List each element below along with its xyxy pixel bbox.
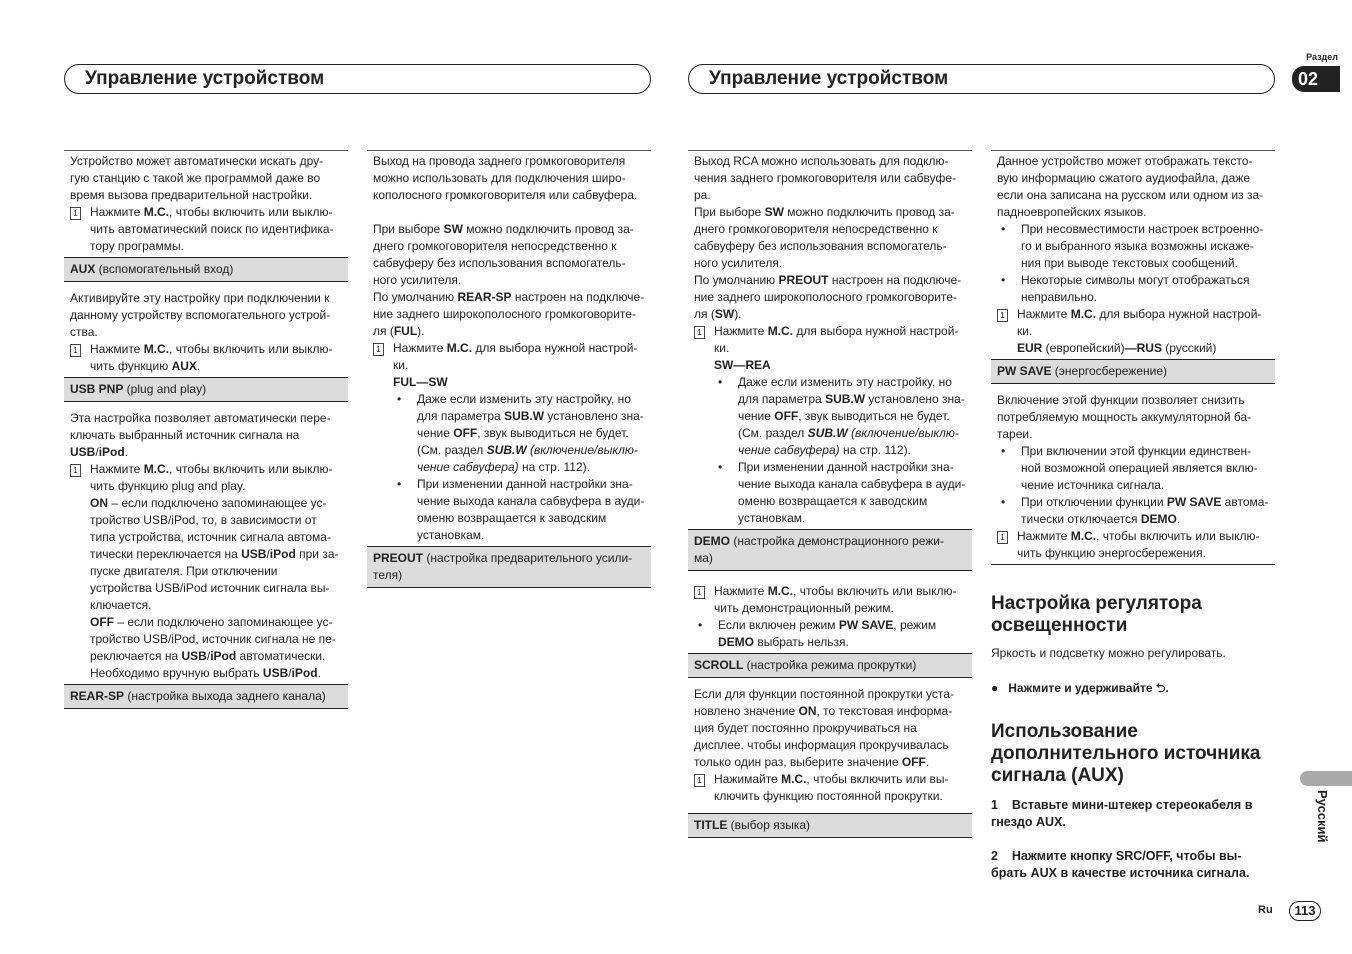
bullet-item: • Если включен режим PW SAVE, режим DEMO выбрать нельзя. — [698, 618, 937, 649]
rear-default-text: По умолчанию REAR-SP настроен на подключе- ние заднего широкополосного громкоговорите- ля (FUL). — [373, 290, 645, 338]
scroll-text: Если для функции постоянной прокрутки уста- новлено значение ON, то текстовая информа- ция будет постоянно прокручиваться на дисплее. чтобы информация прокручивалась только один раз, выберите значение OFF. — [694, 687, 954, 769]
step-item: 1 Нажмите M.C. для выбора нужной настрой- ки. — [997, 306, 1269, 340]
step-number-icon: 1 — [694, 774, 705, 787]
on-option: ON – если подключено запоминающее ус- тройство USB/iPod, то, в зависимости от типа устройства, источник сигнала автома- тически переключается на USB/iPod при за- пуске двигателя. При отключении устройства USB/iPod источник сигнала вы- ключается. — [90, 496, 339, 612]
preout-intro: Выход RCA можно использовать для подклю- чения заднего громкоговорителя или сабвуфе- ра. — [694, 154, 957, 202]
bullet-item: • При отключении функции PW SAVE автома- тически отключается DEMO. — [1001, 495, 1269, 526]
page-number: 113 — [1289, 901, 1321, 921]
aux-step-1: 1 Вставьте мини-штекер стереокабеля в гнездо AUX. — [991, 798, 1253, 829]
demo-heading: DEMO (настройка демонстрационного режи- ма) — [688, 529, 972, 571]
step-number-icon: 1 — [373, 343, 384, 356]
rear-sp-heading: REAR-SP (настройка выхода заднего канала) — [64, 684, 348, 709]
preout-default-text: По умолчанию PREOUT настроен на подключе- ние заднего широкополосного громкоговорите- ля (SW). — [694, 273, 962, 321]
dimmer-text: Яркость и подсветку можно регулировать. — [991, 646, 1226, 660]
bullet-item: • При изменении данной настройки зна- чение выхода канала сабвуфера в ауди- оменю возвращается к заводским установкам. — [718, 460, 966, 525]
right-page-title: Управление устройством — [709, 68, 949, 89]
dimmer-section-title: Настройка регулятора освещенности — [991, 593, 1202, 636]
step-item: 1 Нажмите M.C. для выбора нужной настрой- ки. — [694, 323, 966, 357]
column-1 — [64, 150, 348, 709]
bullet-item: • При включении этой функции единствен- ной возможной операцией является вклю- чение источника сигнала. — [1001, 444, 1258, 492]
aux-heading: AUX (вспомогательный вход) — [64, 257, 348, 282]
bullet-item: • При изменении данной настройки зна- чение выхода канала сабвуфера в ауди- оменю возвращается к заводским установкам. — [397, 477, 645, 542]
column-3 — [688, 150, 972, 838]
language-code: Ru — [1258, 904, 1273, 916]
step-item: 1 Нажмите M.C. для выбора нужной настрой- ки. — [373, 340, 645, 374]
preout-sw-text: При выборе SW можно подключить провод за- днего громкоговорителя непосредственно к сабвуферу без использования вспомогатель- ного усилителя. — [694, 205, 955, 270]
step-number-icon: 1 — [997, 531, 1008, 544]
section-number-badge: 02 — [1292, 66, 1340, 92]
step-number-icon: 1 — [70, 464, 81, 477]
pw-save-heading: PW SAVE (энергосбережение) — [991, 359, 1275, 384]
option-list: FUL—SW — [393, 375, 448, 389]
bullet-item: • Некоторые символы могут отображаться неправильно. — [1001, 273, 1250, 304]
bullet-item: • Даже если изменить эту настройку, но для параметра SUB.W установлено зна- чение OFF, звук выводиться не будет. (См. раздел SUB.W (включение/выклю- чение сабвуфера) на стр. 112). — [718, 375, 965, 457]
step-item: 1 Нажимайте M.C., чтобы включить или вы- ключить функцию постоянной прокрутки. — [694, 771, 966, 805]
rear-sw-text: При выборе SW можно подключить провод за- днего громкоговорителя непосредственно к сабвуферу без использования вспомогатель- ного усилителя. — [373, 222, 634, 287]
step-item: 1 Нажмите M.C., чтобы включить или выклю- чить функцию энергосбережения. — [997, 528, 1269, 562]
column-4 — [991, 150, 1275, 882]
language-tab — [1300, 771, 1352, 786]
step-item: 1 Нажмите M.C., чтобы включить или выклю- чить функцию AUX. — [70, 341, 342, 375]
step-number-icon: 1 — [694, 326, 705, 339]
pw-save-text: Включение этой функции позволяет снизить потребляемую мощность аккумуляторной ба- тареи. — [997, 393, 1252, 441]
left-header — [64, 64, 651, 94]
bullet-item: • При несовместимости настроек встроенно- го и выбранного языка возможны искаже- ния при выводе текстовых сообщений. — [1001, 222, 1264, 270]
scroll-heading: SCROLL (настройка режима прокрутки) — [688, 653, 972, 678]
step-item: 1 Нажмите M.C., чтобы включить или выклю- чить демонстрационный режим. — [694, 583, 966, 617]
aux-text: Активируйте эту настройку при подключении к данному устройству вспомогательного устрой- ства. — [70, 291, 331, 339]
off-option: OFF – если подключено запоминающее ус- тройство USB/iPod, источник сигнала не пе- реключается на USB/iPod автоматически. Необходимо вручную выбрать USB/iPod. — [90, 615, 336, 680]
preout-heading: PREOUT (настройка предварительного усили- теля) — [367, 546, 651, 588]
language-options: EUR (европейский)—RUS (русский) — [1017, 341, 1217, 355]
usb-text: Эта настройка позволяет автоматически пере- ключать выбранный источник сигнала на USB/iPod. — [70, 411, 331, 459]
intro-text: Устройство может автоматически искать дру- гую станцию с такой же программой даже во время вызова предварительной настройки. — [70, 154, 324, 202]
left-page-title: Управление устройством — [85, 68, 325, 89]
title-text: Данное устройство может отображать тексто- вую информацию сжатого аудиофайла, даже если она записана на русском или одном из за- падноевропейских языков. — [997, 154, 1264, 219]
step-number-icon: 1 — [694, 586, 705, 599]
bullet-item: • Даже если изменить эту настройку, но для параметра SUB.W установлено зна- чение OFF, звук выводиться не будет. (См. раздел SUB.W (включение/выклю- чение сабвуфера) на стр. 112). — [397, 392, 644, 474]
dimmer-step: ● Нажмите и удерживайте ⮌. — [991, 681, 1169, 695]
step-number-icon: 1 — [70, 344, 81, 357]
step-number-icon: 1 — [997, 309, 1008, 322]
section-label: Раздел — [1306, 52, 1338, 62]
rear-intro: Выход на провода заднего громкоговорителя можно использовать для подключения широ- кополосного громкоговорителя или сабвуфера. — [373, 154, 638, 202]
back-icon: ⮌ — [1155, 681, 1166, 695]
usb-pnp-heading: USB PNP (plug and play) — [64, 377, 348, 402]
step-number-icon: 1 — [70, 207, 81, 220]
title-heading: TITLE (выбор языка) — [688, 813, 972, 838]
aux-step-2: 2 Нажмите кнопку SRC/OFF, чтобы вы- брать AUX в качестве источника сигнала. — [991, 849, 1250, 880]
step-item: 1 Нажмите M.C., чтобы включить или выклю- чить автоматический поиск по идентифика- тору программы. — [70, 204, 342, 255]
option-list: SW—REA — [714, 358, 771, 372]
aux-section-title: Использование дополнительного источника сигнала (AUX) — [991, 721, 1261, 786]
language-label: Русский — [1315, 790, 1330, 843]
step-item: 1 Нажмите M.C., чтобы включить или выклю- чить функцию plug and play. — [70, 461, 342, 495]
column-2 — [367, 150, 651, 588]
right-header — [688, 64, 1275, 94]
